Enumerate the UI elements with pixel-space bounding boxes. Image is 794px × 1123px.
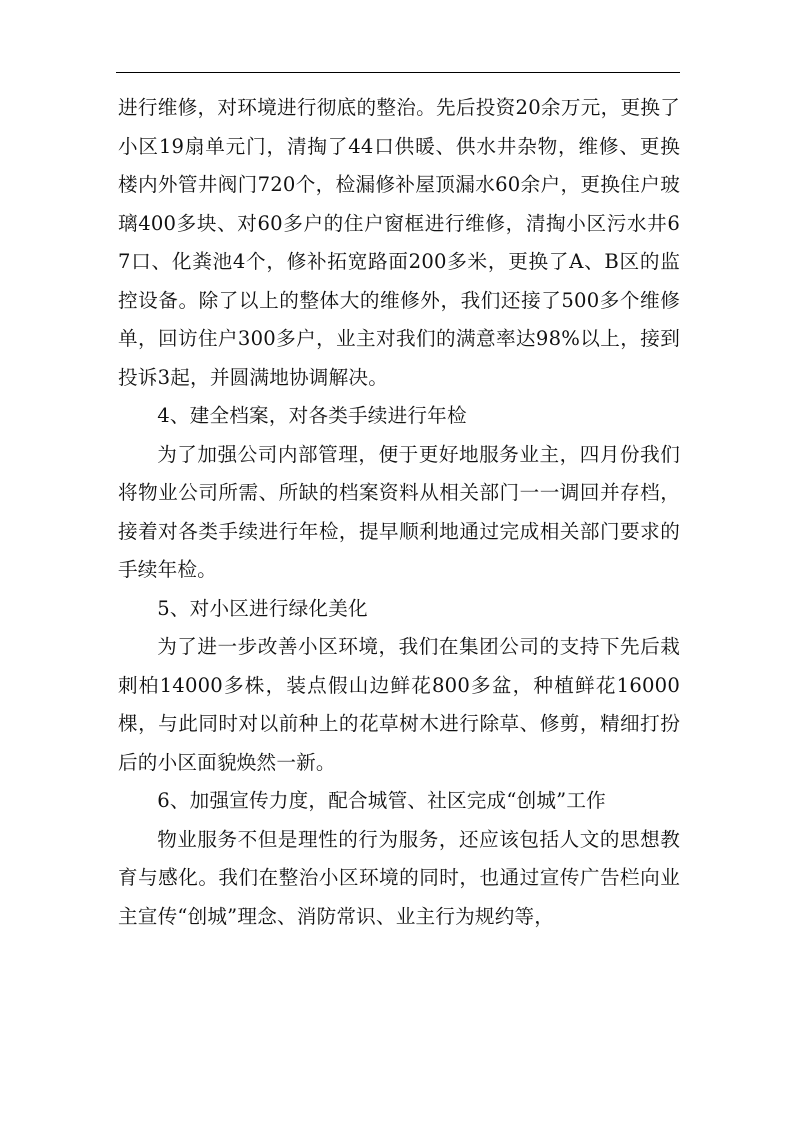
paragraph-archives: 为了加强公司内部管理，便于更好地服务业主，四月份我们将物业公司所需、所缺的档案资料从相关部门一一调回并存档，接着对各类手续进行年检，提早顺利地通过完成相关部门要求的手续年检。 bbox=[118, 442, 680, 581]
header-rule bbox=[116, 72, 680, 73]
document-body bbox=[118, 89, 680, 936]
paragraph-greening: 为了进一步改善小区环境，我们在集团公司的支持下先后栽刺柏14000多株，装点假山边鲜花800多盆，种植鲜花16000棵，与此同时对以前种上的花草树木进行除草、修剪，精细打扮后的小区面貌焕然一新。 bbox=[118, 635, 680, 774]
section-heading-archives: 4、建全档案，对各类手续进行年检 bbox=[157, 404, 467, 427]
section-heading-publicity: 6、加强宣传力度，配合城管、社区完成“创城”工作 bbox=[157, 789, 606, 812]
paragraph-maintenance-summary: 进行维修，对环境进行彻底的整治。先后投资20余万元，更换了小区19扇单元门，清掏了44口供暖、供水井杂物，维修、更换楼内外管井阀门720个，检漏修补屋顶漏水60余户，更换住户玻璃400多块、对60多户的住户窗框进行维修，清掏小区污水井67口、化粪池4个，修补拓宽路面200多米，更换了A、B区的监控设备。除了以上的整体大的维修外，我们还接了500多个维修单，回访住户300多户，业主对我们的满意率达98%以上，接到投诉3起，并圆满地协调解决。 bbox=[118, 96, 680, 389]
section-heading-greening: 5、对小区进行绿化美化 bbox=[157, 596, 368, 620]
paragraph-publicity: 物业服务不但是理性的行为服务，还应该包括人文的思想教育与感化。我们在整治小区环境的同时，也通过宣传广告栏向业主宣传“创城”理念、消防常识、业主行为规约等， bbox=[118, 827, 680, 928]
